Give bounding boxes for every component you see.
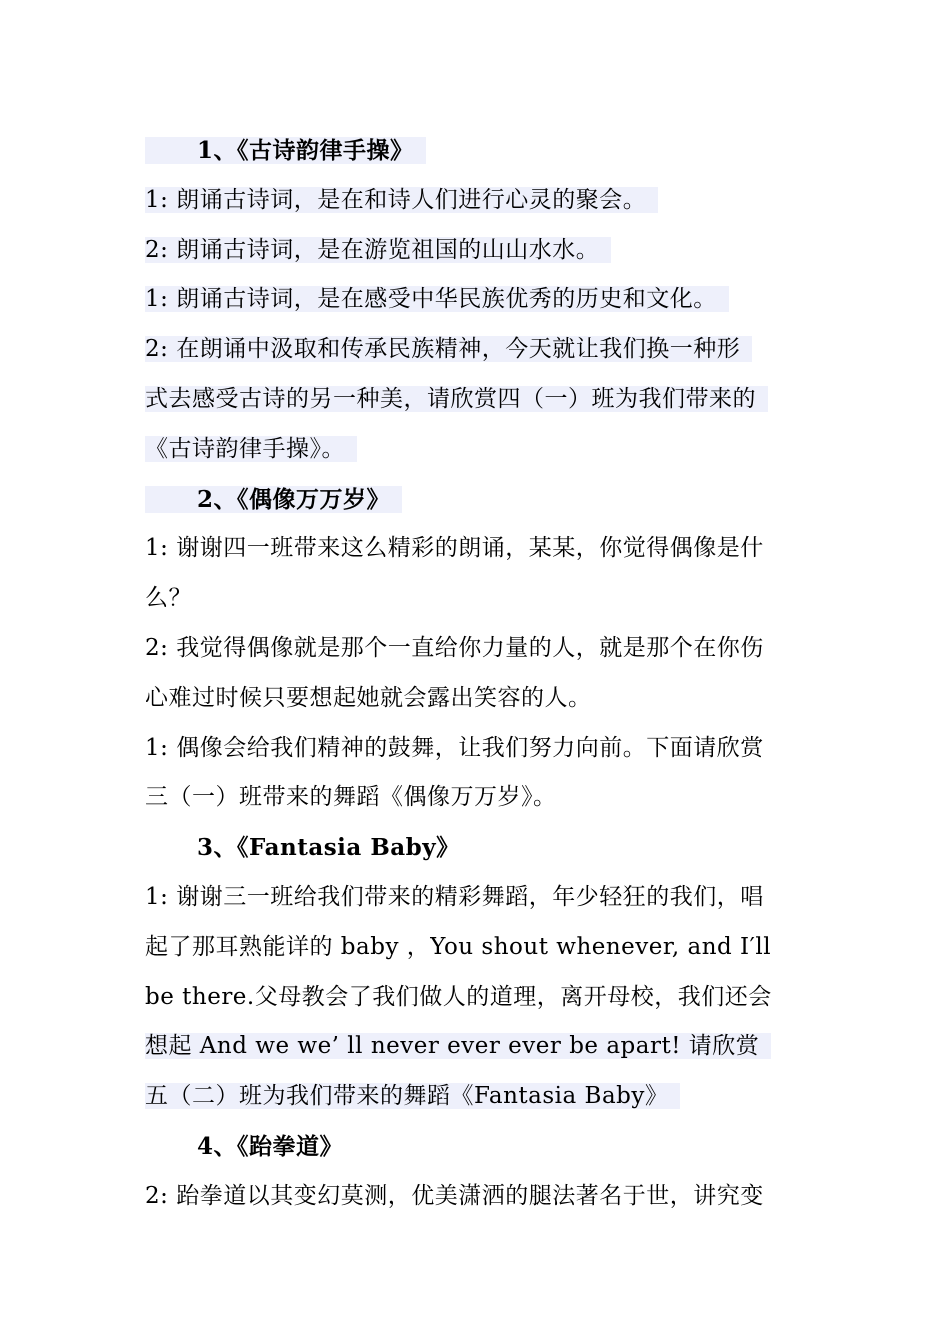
dialogue-line: 么？ [145,585,192,612]
dialogue-line: 心难过时候只要想起她就会露出笑容的人。 [145,684,592,711]
dialogue-line: 五（二）班为我们带来的舞蹈《Fantasia Baby》 [145,1072,810,1122]
section-heading-4: 4、《跆拳道》 [197,1132,344,1160]
section-heading-3: 3、《Fantasia Baby》 [197,834,460,862]
script-text [145,126,810,1222]
section-heading-1: 1、《古诗韵律手操》 [145,126,810,176]
dialogue-line: 起了那耳熟能详的 baby ，You shout whenever, and I′ll [145,933,772,960]
dialogue-line: 三（一）班带来的舞蹈《偶像万万岁》。 [145,784,557,811]
dialogue-line: 2: 我觉得偶像就是那个一直给你力量的人，就是那个在你伤 [145,634,764,661]
section-heading-2: 2、《偶像万万岁》 [145,475,810,525]
dialogue-line: 想起 And we we’ ll never ever ever be apart! 请欣赏 [145,1022,810,1072]
dialogue-line: 1: 谢谢三一班给我们带来的精彩舞蹈，年少轻狂的我们，唱 [145,883,764,910]
dialogue-line: 1: 偶像会给我们精神的鼓舞，让我们努力向前。下面请欣赏 [145,734,764,761]
dialogue-line: 1: 朗诵古诗词，是在和诗人们进行心灵的聚会。 [145,176,810,226]
dialogue-line: 1: 朗诵古诗词，是在感受中华民族优秀的历史和文化。 [145,275,810,325]
dialogue-line: 式去感受古诗的另一种美，请欣赏四（一）班为我们带来的 [145,375,810,425]
dialogue-line: 《古诗韵律手操》。 [145,425,810,475]
dialogue-line: 2: 跆拳道以其变幻莫测，优美潇洒的腿法著名于世，讲究变 [145,1182,764,1209]
dialogue-line: 2: 朗诵古诗词，是在游览祖国的山山水水。 [145,226,810,276]
dialogue-line: be there.父母教会了我们做人的道理，离开母校，我们还会 [145,983,772,1010]
dialogue-line: 2: 在朗诵中汲取和传承民族精神，今天就让我们换一种形 [145,325,810,375]
dialogue-line: 1: 谢谢四一班带来这么精彩的朗诵，某某，你觉得偶像是什 [145,535,764,562]
